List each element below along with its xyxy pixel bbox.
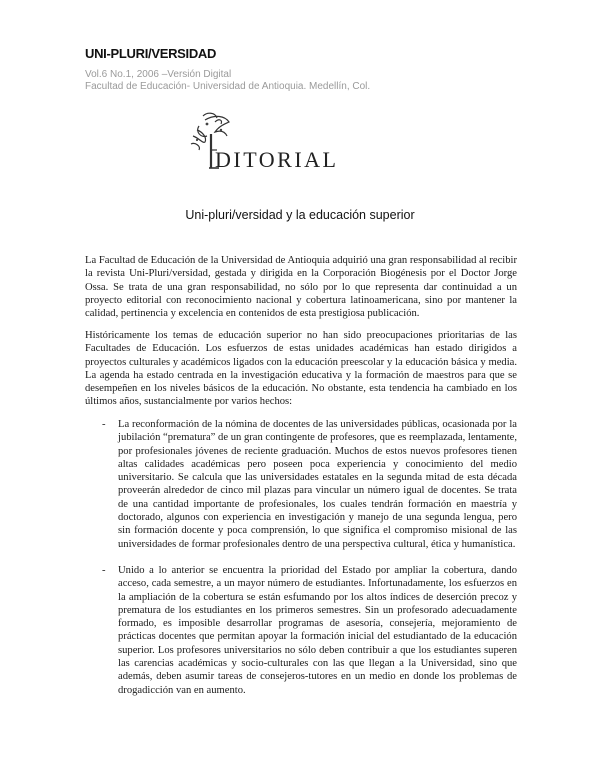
bullet-marker: - [102,419,106,430]
journal-name: UNI-PLURI/VERSIDAD [85,46,217,61]
bullet-text-2: Unido a lo anterior se encuentra la prioridad del Estado por ampliar la cobertura, dando acceso, cada semestre, a un mayor número de estudiantes. Infortunadamente, los esfuerzos en la ampliación de la cobertura se están esfumando por los altos índices de deserción precoz y prematura de los estudiantes en los primeros semestres. Sin un profesorado adecuadamente formado, es imposible desarrollar programas de asesoría, consejería, mejoramiento de prácticas docentes que permitan apoyar la formación inicial del estudiantado de la educación superior. Los profesores universitarios no sólo deben contribuir a que los estudiantes superen las carencias académicas y socio-culturales con las que llegan a la Universidad, sino que además, deben asumir tareas de consejeros-tutores en un medio en donde los problemas de drogadicción van en aumento. [118,565,517,696]
editorial-heading: DITORIAL [215,147,339,172]
paragraph-2: Históricamente los temas de educación superior no han sido preocupaciones prioritarias de las Facultades de Educación. Los esfuerzos de estas unidades académicas han estado dirigidos a proyectos culturales y académicos ligados con la educación preescolar y la educación básica y media. La agenda ha estado centrada en la investigación educativa y la formación de maestros para que se desempeñen en los niveles básicos de la educación. No obstante, esta tendencia ha cambiado en los últimos años, sustancialmente por varios hechos: [85,330,517,408]
paragraph-1: La Facultad de Educación de la Universidad de Antioquia adquirió una gran responsabilidad al recibir la revista Uni-Pluri/versidad, gestada y dirigida en la Corporación Biogénesis por el Doctor Jorge Ossa. Se trata de una gran responsabilidad, no sólo por lo que representa dar continuidad a un proyecto editorial con reconocimiento nacional y cobertura latinoamericana, sino por mantener la calidad, pertinencia y excelencia en contenidos de esta prestigiosa publicación. [85,255,517,320]
volume-line: Vol.6 No.1, 2006 –Versión Digital [85,69,232,80]
bullet-marker: - [102,565,106,576]
article-title: Uni-pluri/versidad y la educación superior [185,208,415,222]
faculty-line: Facultad de Educación- Universidad de Antioquia. Medellín, Col. [85,81,371,92]
bullet-text-1: La reconformación de la nómina de docentes de las universidades públicas, ocasionada por la jubilación “prematura” de un gran contingente de profesores, que es reemplazada, lentamente, por profesionales jóvenes de reciente graduación. Muchos de estos nuevos profesores tienen altas calidades académicas pero poseen poca experiencia y conocimiento del medio universitario. Se calcula que las universidades estatales en la segunda mitad de esta década proveerán alrededor de cinco mil plazas para vincular un número igual de docentes. Se trata de una cantidad importante de profesionales, los cuales tendrán formación en maestría y doctorado, algunos con experiencia en investigación y manejo de una segunda lengua, pero sin formación docente y poca comprensión, lo que significa el compromiso misional de las universidades de formar profesionales dentro de una perspectiva cultural, ética y humanística. [118,419,517,550]
